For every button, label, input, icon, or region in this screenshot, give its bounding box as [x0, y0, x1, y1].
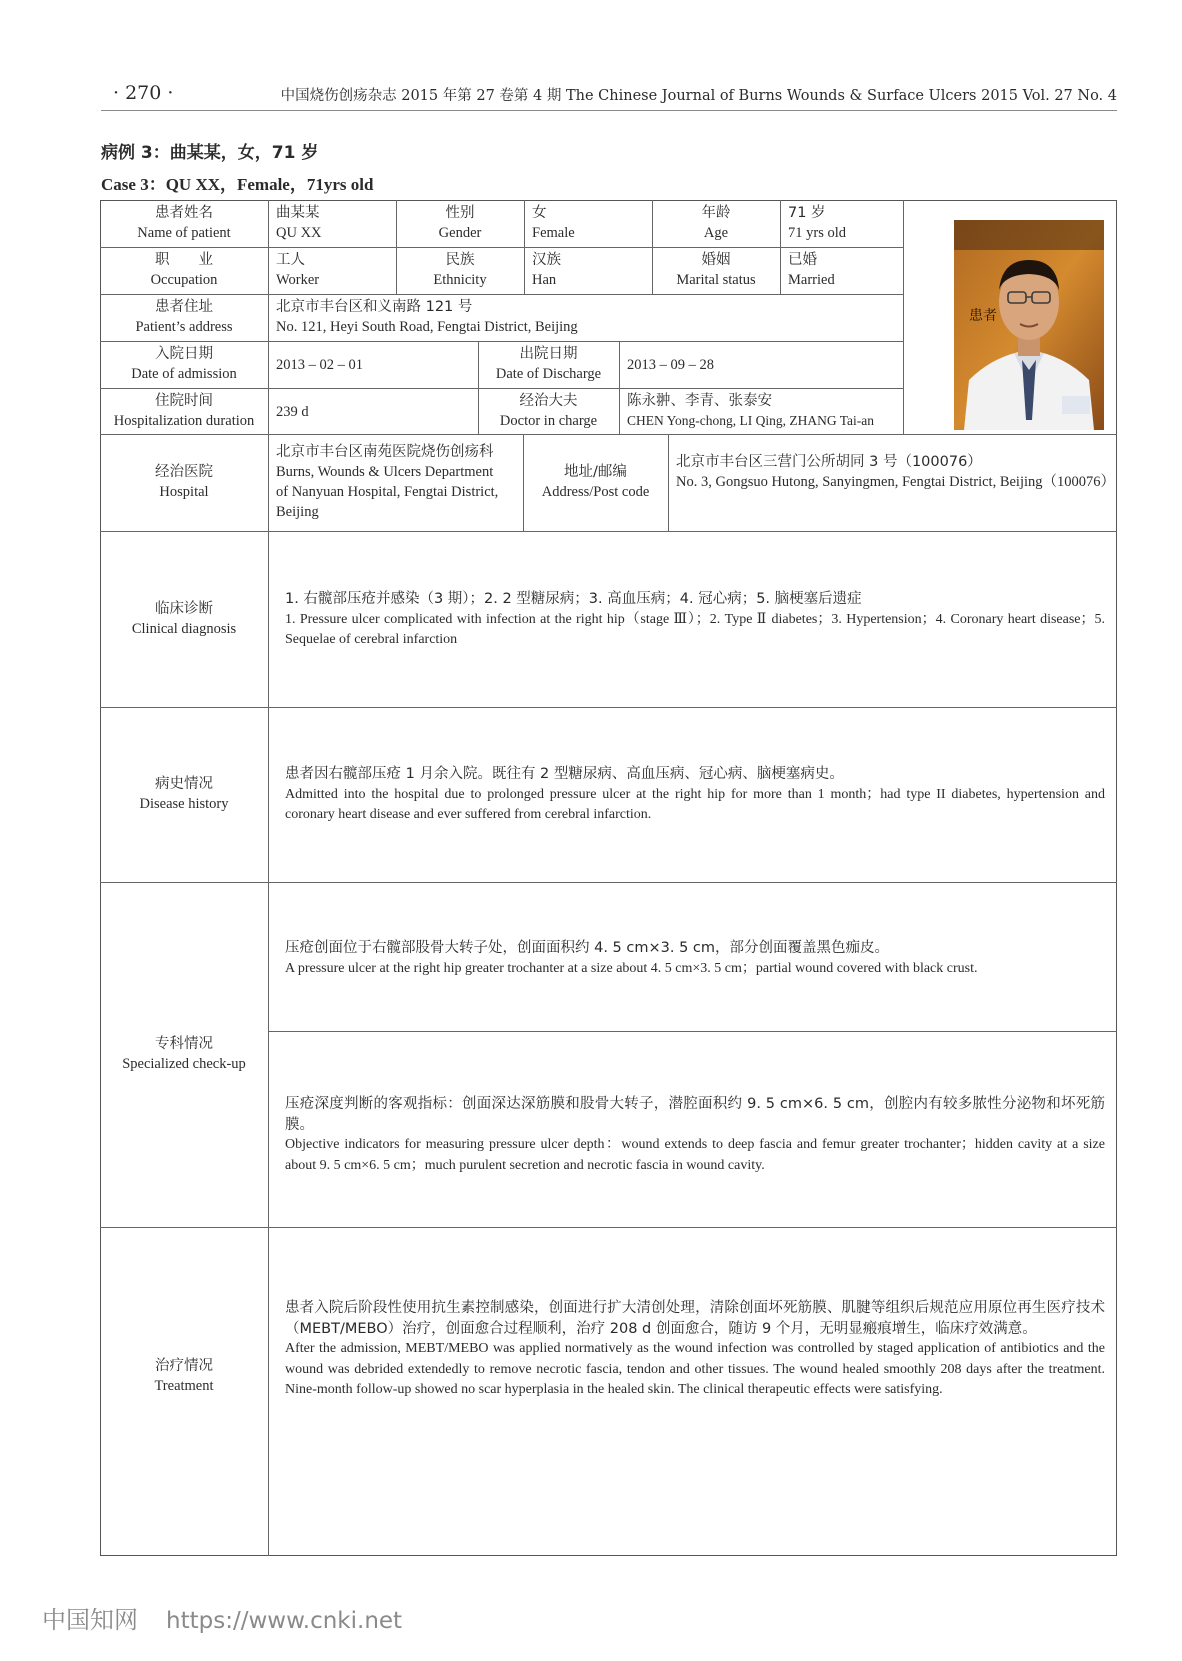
rule — [780, 200, 781, 294]
running-header — [101, 82, 1117, 111]
rule — [100, 531, 1117, 532]
duration-label: 住院时间 Hospitalization duration — [113, 393, 255, 429]
postal-value: 北京市丰台区三营门公所胡同 3 号（100076） No. 3, Gongsuo Hutong, Sanyingmen, Fengtai District, Beijing（100076） — [676, 454, 1116, 490]
ethnicity-label: 民族 Ethnicity — [433, 252, 487, 288]
checkup-label: 专科情况 Specialized check-up — [122, 1036, 246, 1072]
doctor-photo — [954, 220, 1104, 430]
discharge-date: 2013 – 09 – 28 — [627, 357, 714, 373]
treatment-text: 患者入院后阶段性使用抗生素控制感染，创面进行扩大清创处理，清除创面坏死筋膜、肌腱等组织后规范应用原位再生医疗技术（MEBT/MEBO）治疗，创面愈合过程顺利，治疗 208 d 创面愈合，随访 9 个月，无明显瘢痕增生，临床疗效满意。 After the admission, MEBT/MEBO was applied normatively as the wound infection was controlled by staged application of antibiotics and the wound was debrided extendedly to remove necrotic fascia, tendon and other tissues. The wound healed smoothly 208 days after the treatment. Nine-month follow-up showed no scar hyperplasia in the healed skin. The clinical therapeutic effects were satisfying. — [285, 1300, 1105, 1397]
occupation-value: 工人 Worker — [276, 252, 320, 288]
history-label: 病史情况 Disease history — [139, 776, 229, 812]
gender-value: 女 Female — [532, 205, 575, 241]
address-label: 患者住址 Patient’s address — [135, 299, 233, 335]
gender-label: 性别 Gender — [438, 205, 482, 241]
treatment-label: 治疗情况 Treatment — [154, 1358, 214, 1394]
rule — [100, 707, 1117, 708]
rule — [100, 434, 1117, 435]
case-title-cn: 病例 3：曲某某，女，71 岁 — [101, 143, 319, 163]
rule — [524, 200, 525, 294]
duration-value: 239 d — [276, 404, 309, 420]
case-title-en: Case 3：QU XX，Female，71yrs old — [101, 175, 374, 194]
checkup-text-1: 压疮创面位于右髋部股骨大转子处，创面面积约 4. 5 cm×3. 5 cm，部分创面覆盖黑色痂皮。 A pressure ulcer at the right hip greater trochanter at a size about 4. 5 cm×3. 5 cm；partial wound covered with black crust. — [285, 940, 978, 976]
cnki-url[interactable]: https://www.cnki.net — [166, 1608, 403, 1634]
marital-label: 婚姻 Marital status — [676, 252, 756, 288]
patient-name: 曲某某 QU XX — [276, 205, 322, 241]
page-number: · 270 · — [113, 82, 174, 104]
doctor-label: 经治大夫 Doctor in charge — [499, 393, 598, 429]
marital-value: 已婚 Married — [788, 252, 835, 288]
journal-title: 中国烧伤创疡杂志 2015 年第 27 卷第 4 期 The Chinese Journal of Burns Wounds & Surface Ulcers 2015 Vol. 27 No. 4 — [280, 88, 1117, 104]
discharge-label: 出院日期 Date of Discharge — [495, 346, 602, 382]
checkup-text-2: 压疮深度判断的客观指标：创面深达深筋膜和股骨大转子，潜腔面积约 9. 5 cm×6. 5 cm，创腔内有较多脓性分泌物和坏死筋膜。 Objective indicators for measuring pressure ulcer depth：wound extends to deep fascia and femur greater trochanter；hidden cavity at a size about 9. 5 cm×6. 5 cm；much purulent secretion and necrotic fascia in wound cavity. — [285, 1096, 1105, 1173]
rule — [100, 247, 903, 248]
doctor-value: 陈永翀、李青、张泰安 CHEN Yong-chong, LI Qing, ZHANG Tai-an — [627, 393, 875, 428]
address-value: 北京市丰台区和义南路 121 号 No. 121, Heyi South Road, Fengtai District, Beijing — [276, 299, 578, 335]
diagnosis-text: 1. 右髋部压疮并感染（3 期）；2. 2 型糖尿病；3. 高血压病；4. 冠心病；5. 脑梗塞后遗症 1. Pressure ulcer complicated with infection at the right hip（stage Ⅲ）；2. Type Ⅱ diabetes；3. Hypertension；4. Coronary heart disease；5. Sequelae of cerebral infarction — [285, 591, 1105, 647]
hospital-value: 北京市丰台区南苑医院烧伤创疡科 Burns, Wounds & Ulcers Department of Nanyuan Hospital, Fengtai District, Beijing — [276, 444, 499, 520]
admission-label: 入院日期 Date of admission — [131, 346, 237, 382]
rule — [100, 882, 1117, 883]
svg-text:患者: 患者 — [969, 308, 997, 324]
rule — [100, 388, 903, 389]
history-text: 患者因右髋部压疮 1 月余入院。既往有 2 型糖尿病、高血压病、冠心病、脑梗塞病史。 Admitted into the hospital due to prolonged pressure ulcer at the right hip for more than 1 month；had type II diabetes, hypertension and coronary heart disease and ever suffered from cerebral infarction. — [285, 766, 1105, 822]
occupation-label: 职 业 Occupation — [150, 252, 218, 288]
rule — [268, 200, 269, 1556]
cnki-watermark — [42, 1600, 402, 1635]
age-label: 年龄 Age — [701, 205, 731, 241]
rule — [100, 1227, 1117, 1228]
rule — [668, 434, 669, 531]
rule — [268, 1031, 1117, 1032]
cnki-brand: 中国知网 — [42, 1606, 138, 1634]
age-value: 71 岁 71 yrs old — [788, 205, 846, 241]
postal-label: 地址/邮编 Address/Post code — [541, 464, 650, 500]
rule — [100, 341, 903, 342]
hospital-label: 经治医院 Hospital — [155, 464, 213, 500]
ethnicity-value: 汉族 Han — [532, 252, 561, 288]
diagnosis-label: 临床诊断 Clinical diagnosis — [131, 601, 237, 637]
rule — [619, 341, 620, 434]
rule — [100, 294, 903, 295]
name-label: 患者姓名 Name of patient — [137, 205, 231, 241]
admission-date: 2013 – 02 – 01 — [276, 357, 363, 373]
rule — [903, 200, 904, 434]
